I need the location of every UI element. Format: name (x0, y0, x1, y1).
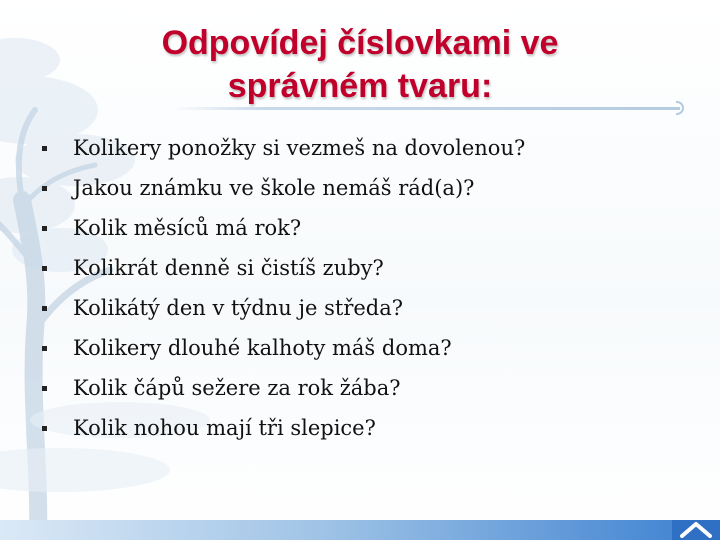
question-item (40, 408, 525, 448)
question-text: Kolik čápů sežere za rok žába? (73, 376, 401, 400)
footer-bar (0, 520, 720, 540)
square-bullet-icon (42, 186, 47, 191)
question-item (40, 328, 525, 368)
square-bullet-icon (42, 146, 47, 151)
slide-title-line2: správném tvaru: (227, 67, 493, 105)
question-item (40, 248, 525, 288)
square-bullet-icon (42, 306, 47, 311)
square-bullet-icon (42, 426, 47, 431)
title-underline (172, 107, 680, 110)
question-text: Kolikery dlouhé kalhoty máš doma? (73, 336, 452, 360)
question-item (40, 168, 525, 208)
question-item (40, 128, 525, 168)
question-item (40, 368, 525, 408)
chevron-icon (672, 516, 720, 540)
question-text: Kolikátý den v týdnu je středa? (73, 296, 404, 320)
square-bullet-icon (42, 226, 47, 231)
square-bullet-icon (42, 386, 47, 391)
question-item (40, 208, 525, 248)
question-text: Jakou známku ve škole nemáš rád(a)? (73, 176, 475, 200)
question-text: Kolik měsíců má rok? (73, 216, 302, 240)
square-bullet-icon (42, 266, 47, 271)
question-text: Kolikrát denně si čistíš zuby? (73, 256, 384, 280)
slide-title-line1: Odpovídej číslovkami ve (161, 24, 559, 62)
question-list (40, 128, 525, 448)
question-text: Kolikery ponožky si vezmeš na dovolenou? (73, 136, 526, 160)
slide-title (80, 22, 640, 108)
question-item (40, 288, 525, 328)
square-bullet-icon (42, 346, 47, 351)
question-text: Kolik nohou mají tři slepice? (73, 416, 376, 440)
